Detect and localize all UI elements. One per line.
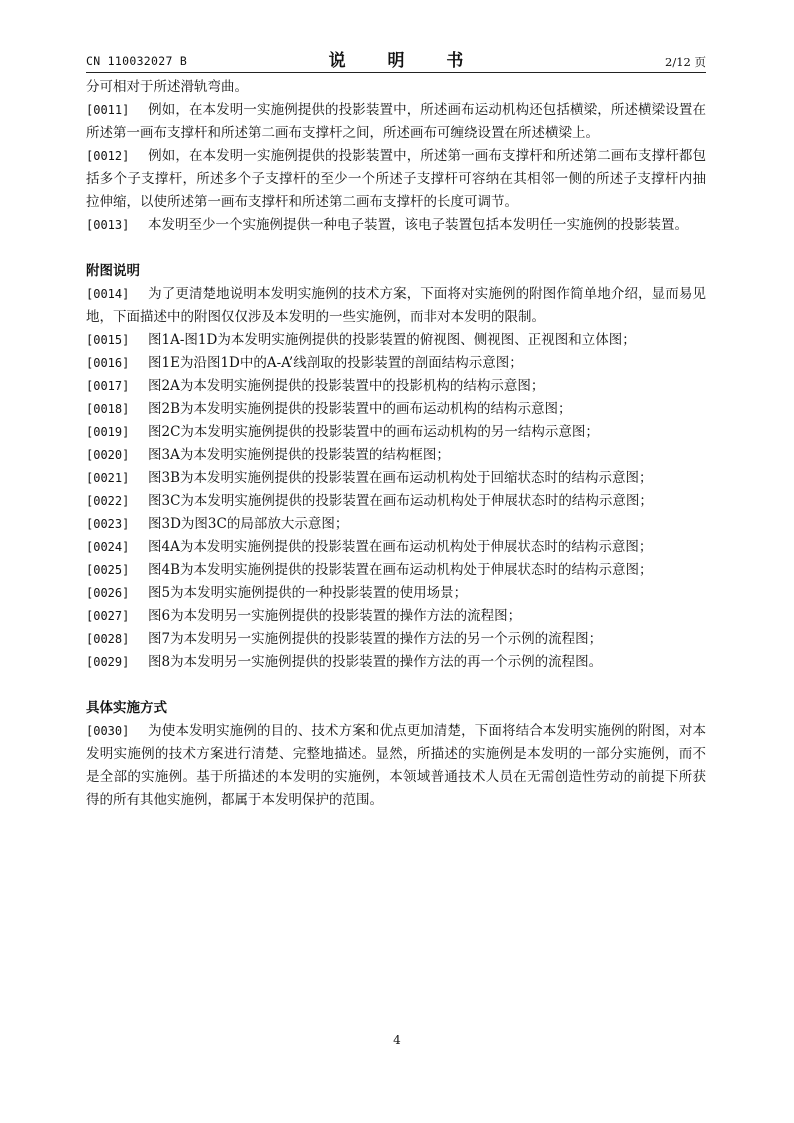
paragraph [86, 582, 706, 605]
paragraph-text: 本发明至少一个实施例提供一种电子装置，该电子装置包括本发明任一实施例的投影装置。 [148, 217, 688, 233]
paragraph-number: [0018] [86, 402, 130, 416]
paragraph-number: [0021] [86, 471, 130, 485]
paragraph-number: [0027] [86, 609, 130, 623]
paragraph-number: [0024] [86, 540, 130, 554]
document-title: 说 明 书 [328, 51, 482, 71]
paragraph-number: [0023] [86, 517, 130, 531]
paragraph-text: 为了更清楚地说明本发明实施例的技术方案，下面将对实施例的附图作简单地介绍，显而易见地，下面描述中的附图仅仅涉及本发明的一些实施例，而非对本发明的限制。 [86, 286, 706, 325]
paragraph-text: 为使本发明实施例的目的、技术方案和优点更加清楚，下面将结合本发明实施例的附图，对本发明实施例的技术方案进行清楚、完整地描述。显然，所描述的实施例是本发明的一部分实施例，而不是全部的实施例。基于所描述的本发明的实施例，本领域普通技术人员在无需创造性劳动的前提下所获得的所有其他实施例，都属于本发明保护的范围。 [86, 723, 706, 808]
section-heading-drawings: 附图说明 [86, 263, 140, 279]
header-rule [86, 72, 706, 73]
paragraph-number: [0022] [86, 494, 130, 508]
publication-number: CN 110032027 B [86, 54, 188, 68]
paragraph [86, 421, 706, 444]
paragraph-text: 图3B为本发明实施例提供的投影装置在画布运动机构处于回缩状态时的结构示意图； [148, 470, 653, 486]
paragraph-text: 图1A-图1D为本发明实施例提供的投影装置的俯视图、侧视图、正视图和立体图； [148, 332, 636, 348]
paragraph-text: 图2B为本发明实施例提供的投影装置中的画布运动机构的结构示意图； [148, 401, 572, 417]
paragraph-number: [0028] [86, 632, 130, 646]
paragraph [86, 467, 706, 490]
document-body [86, 76, 706, 812]
paragraph-text: 例如，在本发明一实施例提供的投影装置中，所述第一画布支撑杆和所述第二画布支撑杆都包括多个子支撑杆，所述多个子支撑杆的至少一个所述子支撑杆可容纳在其相邻一侧的所述子支撑杆内抽拉伸缩，以使所述第一画布支撑杆和所述第二画布支撑杆的长度可调节。 [86, 148, 706, 210]
paragraph-number: [0019] [86, 425, 130, 439]
paragraph-number: [0015] [86, 333, 130, 347]
paragraph [86, 352, 706, 375]
paragraph-text: 图3C为本发明实施例提供的投影装置在画布运动机构处于伸展状态时的结构示意图； [148, 493, 653, 509]
paragraph-number: [0030] [86, 724, 130, 738]
paragraph-number: [0012] [86, 149, 130, 163]
paragraph-number: [0025] [86, 563, 130, 577]
paragraph [86, 283, 706, 329]
paragraph-text: 图1E为沿图1D中的A-A’线剖取的投影装置的剖面结构示意图； [148, 355, 523, 371]
paragraph-text: 图3D为图3C的局部放大示意图； [148, 516, 349, 532]
paragraph-text: 图8为本发明另一实施例提供的投影装置的操作方法的再一个示例的流程图。 [148, 654, 603, 670]
paragraph [86, 329, 706, 352]
page-indicator: 2/12 页 [665, 55, 706, 69]
paragraph-text: 例如，在本发明一实施例提供的投影装置中，所述画布运动机构还包括横梁，所述横梁设置在所述第一画布支撑杆和所述第二画布支撑杆之间，所述画布可缠绕设置在所述横梁上。 [86, 102, 706, 141]
paragraph [86, 375, 706, 398]
paragraph-text: 图2C为本发明实施例提供的投影装置中的画布运动机构的另一结构示意图； [148, 424, 599, 440]
paragraph-number: [0016] [86, 356, 130, 370]
paragraph-text: 图4A为本发明实施例提供的投影装置在画布运动机构处于伸展状态时的结构示意图； [148, 539, 653, 555]
section-heading-embodiments: 具体实施方式 [86, 700, 167, 716]
paragraph [86, 720, 706, 812]
paragraph [86, 490, 706, 513]
paragraph [86, 559, 706, 582]
page-number: 4 [393, 1033, 401, 1047]
paragraph [86, 214, 706, 237]
paragraph [86, 99, 706, 145]
paragraph [86, 513, 706, 536]
paragraph-text: 图2A为本发明实施例提供的投影装置中的投影机构的结构示意图； [148, 378, 545, 394]
paragraph-text: 图3A为本发明实施例提供的投影装置的结构框图； [148, 447, 450, 463]
paragraph-number: [0020] [86, 448, 130, 462]
paragraph-text: 图6为本发明另一实施例提供的投影装置的操作方法的流程图； [148, 608, 522, 624]
paragraph [86, 651, 706, 674]
paragraph-number: [0013] [86, 218, 130, 232]
paragraph [86, 628, 706, 651]
paragraph [86, 444, 706, 467]
paragraph-text: 图4B为本发明实施例提供的投影装置在画布运动机构处于伸展状态时的结构示意图； [148, 562, 653, 578]
paragraph-number: [0011] [86, 103, 130, 117]
paragraph-number: [0014] [86, 287, 130, 301]
paragraph-text: 图7为本发明另一实施例提供的投影装置的操作方法的另一个示例的流程图； [148, 631, 603, 647]
paragraph [86, 536, 706, 559]
paragraph [86, 76, 706, 99]
page-header [86, 48, 706, 70]
paragraph-number: [0017] [86, 379, 130, 393]
paragraph-text: 图5为本发明实施例提供的一种投影装置的使用场景； [148, 585, 468, 601]
paragraph-number: [0026] [86, 586, 130, 600]
paragraph [86, 605, 706, 628]
paragraph [86, 398, 706, 421]
paragraph-text: 分可相对于所述滑轨弯曲。 [86, 79, 248, 95]
paragraph [86, 145, 706, 214]
paragraph-number: [0029] [86, 655, 130, 669]
